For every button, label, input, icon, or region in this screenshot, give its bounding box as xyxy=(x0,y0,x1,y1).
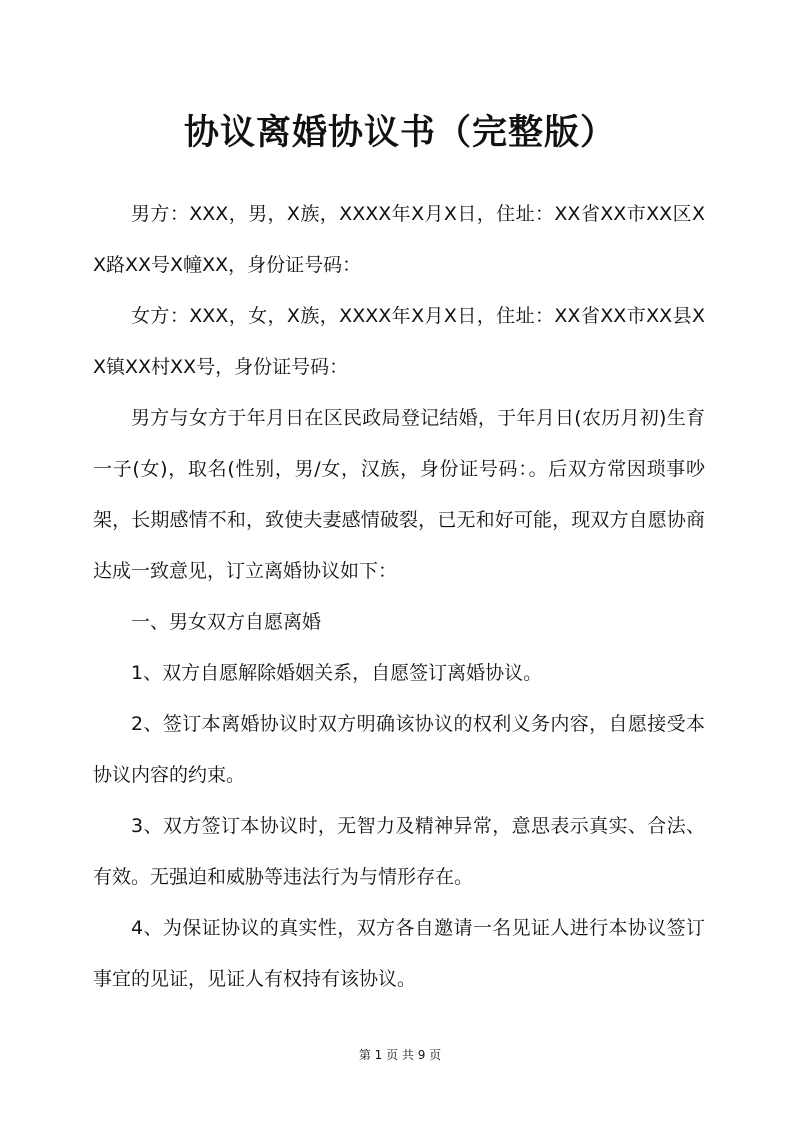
clause-2: 2、签订本离婚协议时双方明确该协议的权利义务内容，自愿接受本协议内容的约束。 xyxy=(93,713,705,786)
section-heading-voluntary-divorce: 一、男女双方自愿离婚 xyxy=(131,611,322,633)
paragraph-husband-info: 男方：XXX，男，X族，XXXX年X月X日，住址：XX省XX市XX区XX路XX号X幢XX，身份证号码： xyxy=(93,203,705,276)
document-title: 协议离婚协议书（完整版） xyxy=(183,113,616,153)
paragraph-marriage-background: 男方与女方于年月日在区民政局登记结婚，于年月日(农历月初)生育一子(女)，取名(性别，男/女，汉族，身份证号码：。后双方常因琐事吵架，长期感情不和，致使夫妻感情破裂，已无和好可能，现双方自愿协商达成一致意见，订立离婚协议如下： xyxy=(93,407,705,582)
clause-3: 3、双方签订本协议时，无智力及精神异常，意思表示真实、合法、有效。无强迫和威胁等违法行为与情形存在。 xyxy=(93,815,705,888)
page-number-footer: 第 1 页 共 9 页 xyxy=(358,1048,442,1062)
clause-4: 4、为保证协议的真实性，双方各自邀请一名见证人进行本协议签订事宜的见证，见证人有权持有该协议。 xyxy=(93,917,705,990)
clause-1: 1、双方自愿解除婚姻关系，自愿签订离婚协议。 xyxy=(131,662,543,684)
document-body xyxy=(93,189,705,1005)
paragraph-wife-info: 女方：XXX，女，X族，XXXX年X月X日，住址：XX省XX市XX县XX镇XX村XX号，身份证号码： xyxy=(93,305,705,378)
